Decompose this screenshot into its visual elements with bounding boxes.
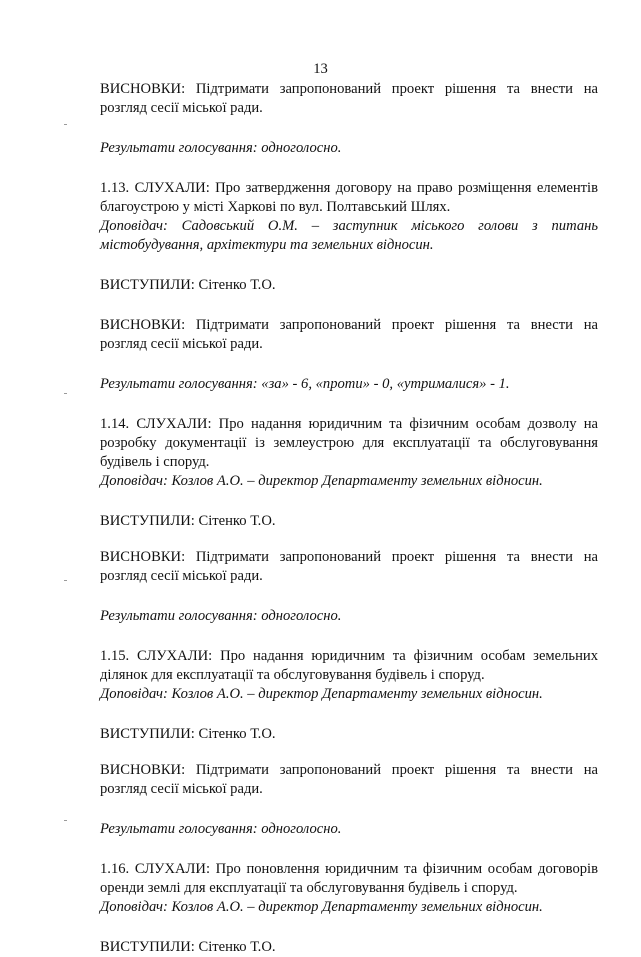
conclusion-paragraph: ВИСНОВКИ: Підтримати запропонований проект рішення та внести на розгляд сесії міської ради. <box>100 762 598 797</box>
speaker-line: Доповідач: Козлов А.О. – директор Департаменту земельних відносин. <box>100 473 543 489</box>
voting-result: Результати голосування: одноголосно. <box>100 608 342 624</box>
scan-speck <box>64 820 67 821</box>
speaker-line: Доповідач: Садовський О.М. – заступник міського голови з питань містобудування, архітектури та земельних відносин. <box>100 218 598 253</box>
agenda-item-1-13: 1.13. СЛУХАЛИ: Про затвердження договору на право розміщення елементів благоустрою у місті Харкові по вул. Полтавський Шлях. <box>100 180 598 215</box>
speakers-line: ВИСТУПИЛИ: Сітенко Т.О. <box>100 277 276 293</box>
agenda-item-1-15: 1.15. СЛУХАЛИ: Про надання юридичним та фізичним особам земельних ділянок для експлуатації та обслуговування будівель і споруд. <box>100 648 598 683</box>
speaker-line: Доповідач: Козлов А.О. – директор Департаменту земельних відносин. <box>100 686 543 702</box>
conclusion-paragraph: ВИСНОВКИ: Підтримати запропонований проект рішення та внести на розгляд сесії міської ради. <box>100 81 598 116</box>
conclusion-paragraph: ВИСНОВКИ: Підтримати запропонований проект рішення та внести на розгляд сесії міської ради. <box>100 549 598 584</box>
voting-result: Результати голосування: одноголосно. <box>100 140 342 156</box>
page-number: 13 <box>313 61 328 77</box>
document-body <box>100 80 598 957</box>
scan-speck <box>64 124 67 125</box>
conclusion-paragraph: ВИСНОВКИ: Підтримати запропонований проект рішення та внести на розгляд сесії міської ради. <box>100 317 598 352</box>
voting-result: Результати голосування: «за» - 6, «проти» - 0, «утрималися» - 1. <box>100 376 510 392</box>
speaker-line: Доповідач: Козлов А.О. – директор Департаменту земельних відносин. <box>100 899 543 915</box>
agenda-item-1-16: 1.16. СЛУХАЛИ: Про поновлення юридичним та фізичним особам договорів оренди землі для експлуатації та обслуговування будівель і споруд. <box>100 861 598 896</box>
speakers-line: ВИСТУПИЛИ: Сітенко Т.О. <box>100 726 276 742</box>
scan-speck <box>64 393 67 394</box>
scan-speck <box>64 580 67 581</box>
agenda-item-1-14: 1.14. СЛУХАЛИ: Про надання юридичним та фізичним особам дозволу на розробку документації із землеустрою для експлуатації та обслуговування будівель і споруд. <box>100 416 598 470</box>
speakers-line: ВИСТУПИЛИ: Сітенко Т.О. <box>100 513 276 529</box>
voting-result: Результати голосування: одноголосно. <box>100 821 342 837</box>
speakers-line: ВИСТУПИЛИ: Сітенко Т.О. <box>100 939 276 955</box>
